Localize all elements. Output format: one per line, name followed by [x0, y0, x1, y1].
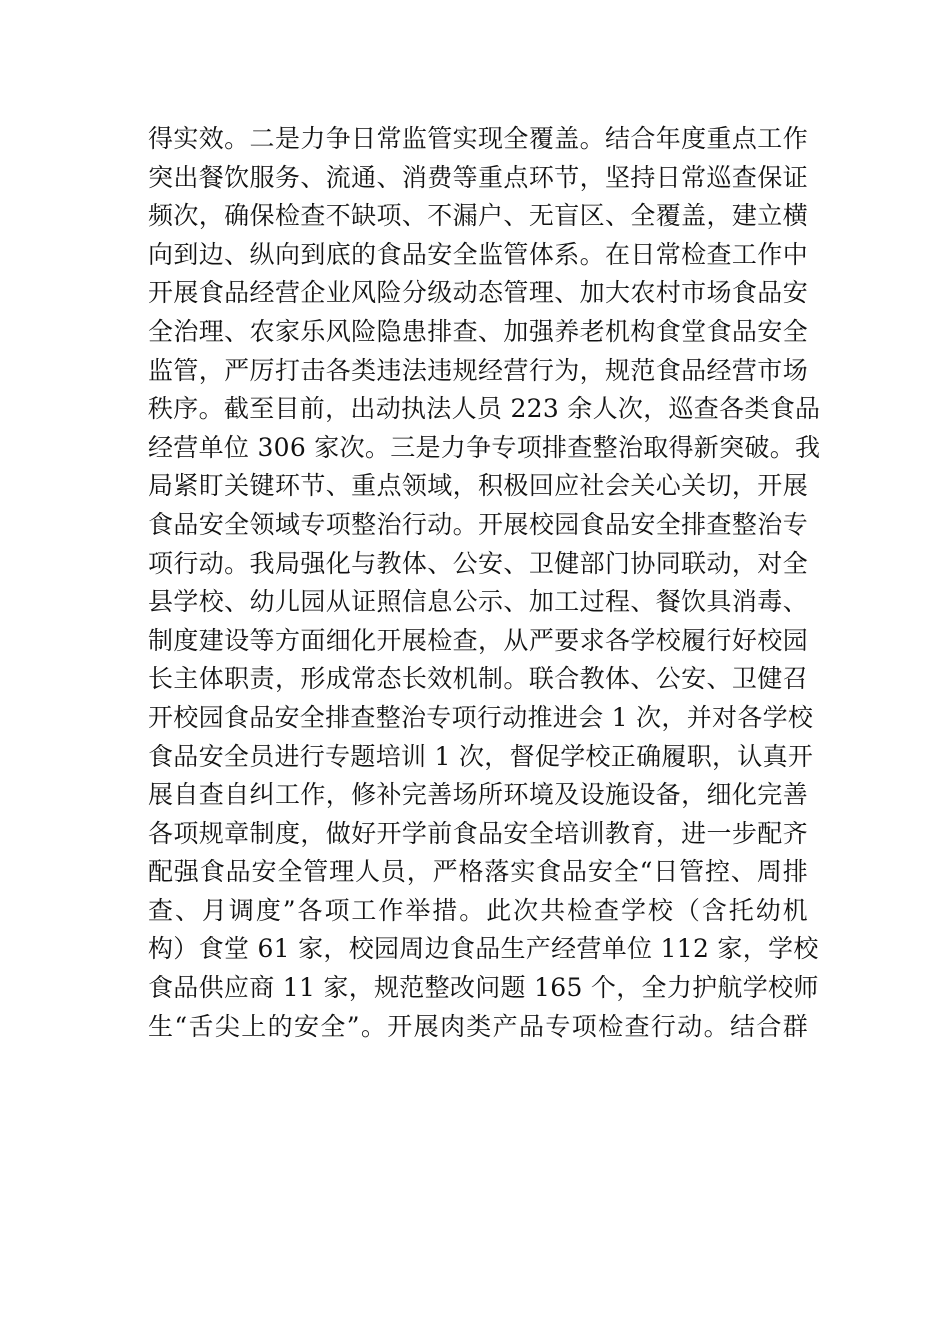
text-line: 项行动。我局强化与教体、公安、卫健部门协同联动，对全: [148, 548, 808, 578]
body-text: [148, 120, 821, 1046]
text-line: 监管，严厉打击各类违法违规经营行为，规范食品经营市场: [148, 355, 808, 385]
text-line: 各项规章制度，做好开学前食品安全培训教育，进一步配齐: [148, 818, 808, 848]
text-line: 得实效。二是力争日常监管实现全覆盖。结合年度重点工作: [148, 124, 808, 153]
text-line: 制度建设等方面细化开展检查，从严要求各学校履行好校园: [148, 625, 808, 655]
text-line: 食品供应商 11 家，规范整改问题 165 个，全力护航学校师: [148, 973, 819, 1003]
text-line: 向到边、纵向到底的食品安全监管体系。在日常检查工作中: [148, 239, 808, 269]
text-line: 突出餐饮服务、流通、消费等重点环节，坚持日常巡查保证: [148, 162, 808, 192]
text-line: 全治理、农家乐风险隐患排查、加强养老机构食堂食品安全: [148, 316, 808, 346]
text-line: 展自查自纠工作，修补完善场所环境及设施设备，细化完善: [148, 780, 808, 810]
text-line: 构）食堂 61 家，校园周边食品生产经营单位 112 家，学校: [148, 934, 819, 964]
text-line: 局紧盯关键环节、重点领域，积极回应社会关心关切，开展: [148, 471, 808, 501]
text-line: 食品安全员进行专题培训 1 次，督促学校正确履职，认真开: [148, 741, 814, 771]
text-line: 开校园食品安全排查整治专项行动推进会 1 次，并对各学校: [148, 702, 814, 732]
text-line: 查、月调度”各项工作举措。此次共检查学校（含托幼机: [148, 895, 808, 925]
text-line: 频次，确保检查不缺项、不漏户、无盲区、全覆盖，建立横: [148, 201, 808, 231]
text-line: 长主体职责，形成常态长效机制。联合教体、公安、卫健召: [148, 664, 808, 694]
text-line: 开展食品经营企业风险分级动态管理、加大农村市场食品安: [148, 278, 808, 308]
text-line: 秩序。截至目前，出动执法人员 223 余人次，巡查各类食品: [148, 394, 821, 424]
text-line: 经营单位 306 家次。三是力争专项排查整治取得新突破。我: [148, 432, 821, 462]
text-line: 食品安全领域专项整治行动。开展校园食品安全排查整治专: [148, 509, 808, 539]
text-line: 生“舌尖上的安全”。开展肉类产品专项检查行动。结合群: [148, 1011, 808, 1041]
text-line: 县学校、幼儿园从证照信息公示、加工过程、餐饮具消毒、: [148, 587, 808, 617]
text-line: 配强食品安全管理人员，严格落实食品安全“日管控、周排: [148, 857, 808, 887]
